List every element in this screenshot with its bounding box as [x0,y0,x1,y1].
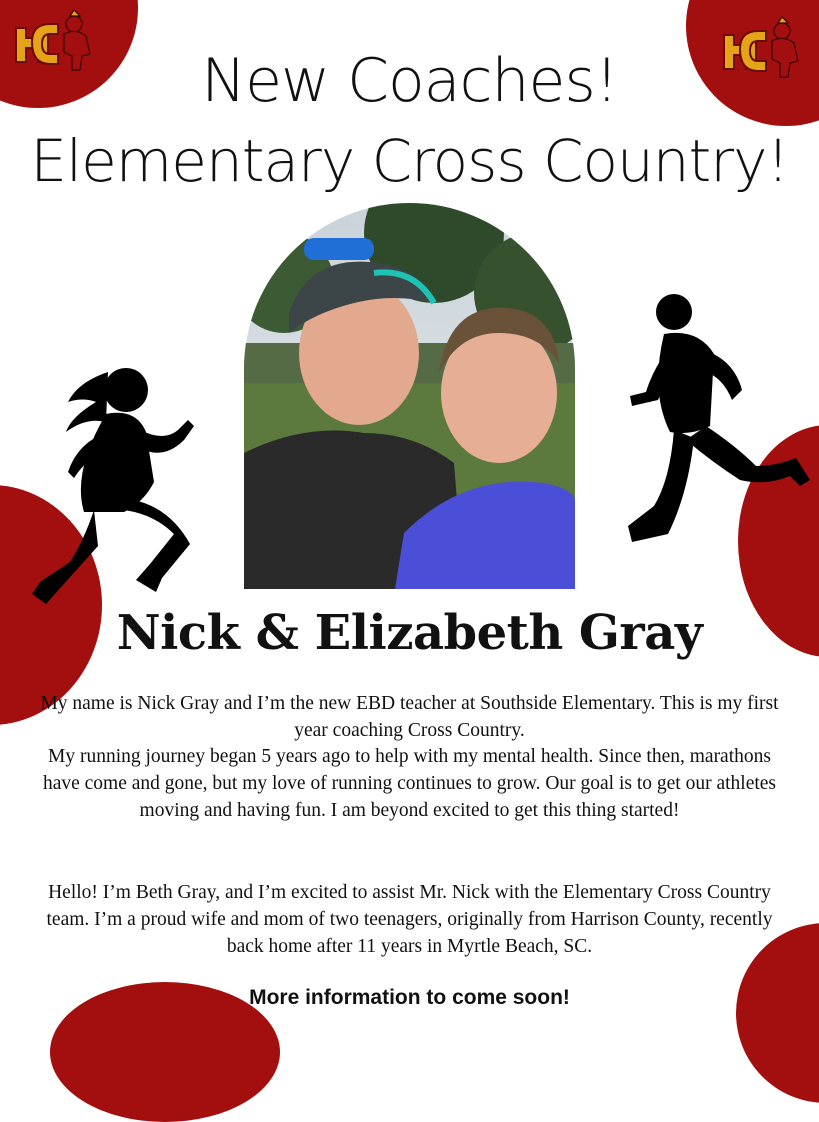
girl-runner-silhouette-icon [28,362,196,607]
headline-cross-country: Elementary Cross Country! [30,127,789,195]
bio-nick-journey: My running journey began 5 years ago to help with my mental health. Since then, marathons have come and gone, but my love of running continues to grow. Our goal is to get our athletes moving and having fun. I am beyond excited to get this thing started! [42,746,777,821]
man-runner-silhouette-icon [624,290,812,546]
coaches-photo [244,203,575,589]
more-info-text: More information to come soon! [249,986,570,1009]
bio-beth: Hello! I’m Beth Gray, and I’m excited to assist Mr. Nick with the Elementary Cross Country team. I’m a proud wife and mom of two teenagers, originally from Harrison County, recently back home after 11 years in Myrtle Beach, SC. [46,882,773,957]
headline-new-coaches: New Coaches! [201,46,618,116]
coach-names: Nick & Elizabeth Gray [116,605,703,661]
bio-nick-intro: My name is Nick Gray and I’m the new EBD teacher at Southside Elementary. This is my first year coaching Cross Country. [40,693,779,741]
